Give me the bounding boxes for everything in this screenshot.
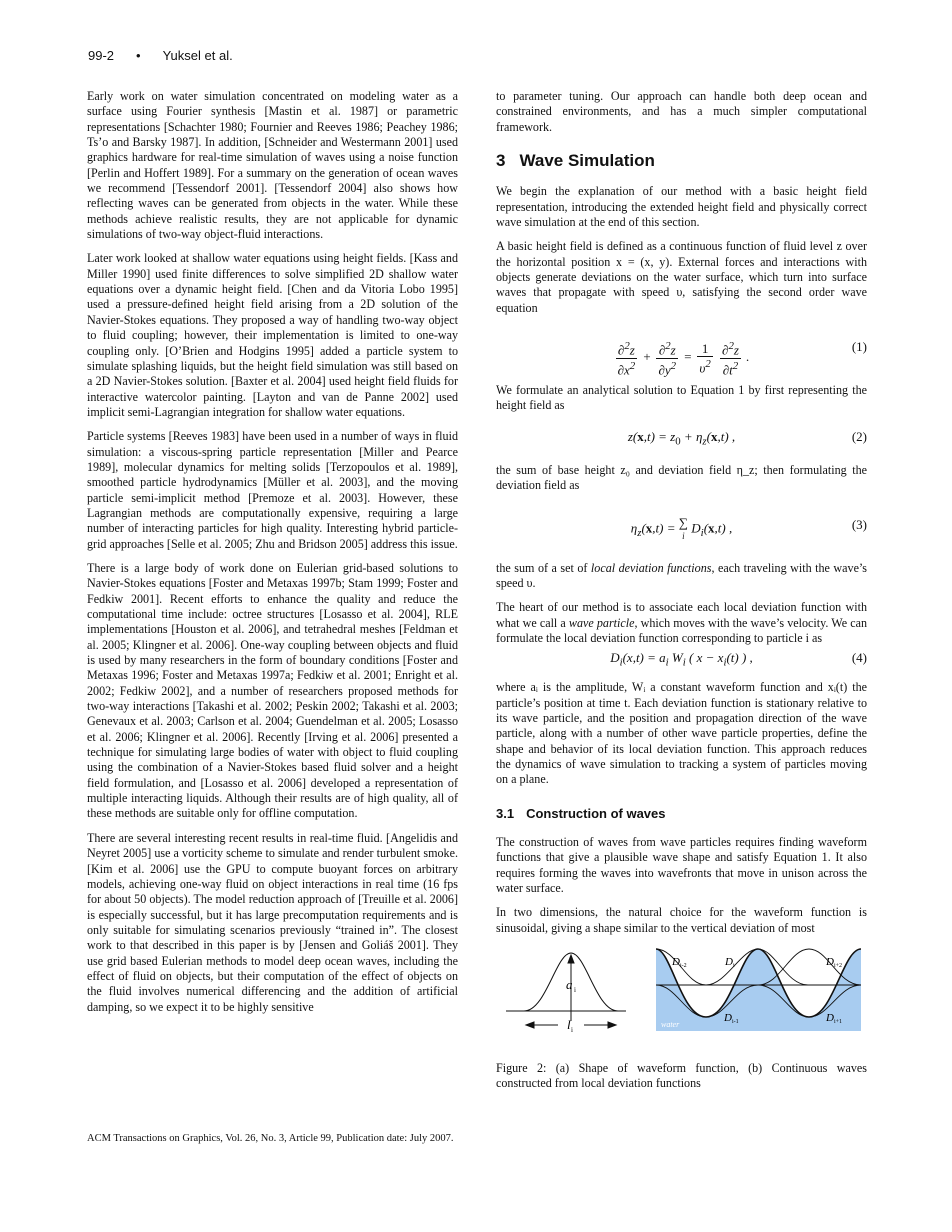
equation-number: (3) bbox=[851, 516, 867, 532]
deviation-subscript: i+1 bbox=[834, 1019, 843, 1026]
equation-number: (4) bbox=[851, 650, 867, 666]
subsection-title: Construction of waves bbox=[526, 805, 666, 821]
subsection-number: 3.1 bbox=[496, 805, 515, 821]
page-number: 99-2 bbox=[88, 48, 115, 63]
deviation-label: D bbox=[724, 1012, 732, 1025]
paragraph: A basic height field is defined as a continuous function of fluid level z over the horizontal position x = (x, y). External forces and interactions with objects generate deviations on the water surface, which turn into surface waves that propagate with speed υ, satisfying the second order wave equation bbox=[496, 239, 867, 315]
paragraph: where aᵢ is the amplitude, Wᵢ a constant waveform function and xᵢ(t) the particle’s position at time t. Each deviation function is stationary relative to its wave particle, and the position and propagation direction of the wave particle, along with a number of other wave particle properties, define the shape and behavior of its local deviation function. This approach reduces the dynamics of wave simulation to tracking a system of particles moving on a plane. bbox=[496, 680, 867, 787]
section-heading bbox=[496, 151, 867, 171]
length-label: l bbox=[567, 1017, 571, 1033]
deviation-subscript: i-1 bbox=[732, 1019, 739, 1026]
page-footer: ACM Transactions on Graphics, Vol. 26, No. 3, Article 99, Publication date: July 2007. bbox=[87, 1133, 454, 1144]
paragraph: There is a large body of work done on Eulerian grid-based solutions to Navier-Stokes equations [Foster and Metaxas 1997b; Stam 1999; Foster and Fedkiw 2001]. Recent efforts to enhance the quality and reduce the computational time include: octree structures [Losasso et al. 2004], RLE implementations [Houston et al. 2006], and tetrahedral meshes [Feldman et al. 2005; Klingner et al. 2006]. One-way coupling between objects and fluid is used by many researchers in the form of boundary conditions [Foster and Metaxas 1996; Foster and Metaxas 1997a; Fedkiw et al. 2001; Enright et al. 2002; Fedkiw 2002], and a number of researchers proposed methods for two-way interactions [Takashi et al. 2002; Peskin 2002; Takashi et al. 2003; Genevaux et al. 2003; Carlson et al. 2004; Guendelman et al. 2005; Losasso et al. 2006; Klingner et al. 2006]. Recently [Irving et al. 2006] presented a technique for simulating large bodies of water with object to fluid coupling using the combination of a Navier-Stokes based fluid solver and a height field formulation, and [Losasso et al. 2006] developed a representation of multiple interacting liquids. Although their results are of high quality, all of these methods are suitable only for offline computation. bbox=[87, 560, 458, 821]
paragraph: The construction of waves from wave particles requires finding waveform functions that give a plausible wave shape and satisfy Equation 1. It also requires forming the waves into wavefronts that move in unison across the water surface. bbox=[496, 834, 867, 895]
deviation-subscript: i+2 bbox=[834, 963, 843, 970]
equation-number: (1) bbox=[851, 339, 867, 355]
right-column bbox=[496, 89, 867, 1091]
paragraph: In two dimensions, the natural choice for the waveform function is sinusoidal, giving a shape similar to the vertical deviation of most bbox=[496, 905, 867, 935]
deviation-subscript: i bbox=[733, 963, 735, 970]
figure-2 bbox=[496, 945, 867, 1055]
deviation-label: D bbox=[672, 956, 680, 969]
deviation-label: D bbox=[826, 956, 834, 969]
paragraph: We formulate an analytical solution to Equation 1 by first representing the height field as bbox=[496, 383, 867, 413]
waveform-figure bbox=[496, 945, 867, 1055]
paragraph: We begin the explanation of our method with a basic height field representation, introducing the extended height field and physically correct wave simulation at the end of this section. bbox=[496, 184, 867, 230]
equation-number: (2) bbox=[851, 428, 867, 444]
equation-1: $\frac{\partial^2z}{\partial x^2}$ + $\frac{\partial^2z}{\partial y^2}$ = $\frac{1}{\upsilon^2}$ $\frac{\partial^2z}{\partial t^2}$ . (1) bbox=[617, 339, 867, 378]
section-title: Wave Simulation bbox=[519, 151, 655, 171]
paragraph: There are several interesting recent results in real-time fluid. [Angelidis and Neyret 2005] use a vorticity scheme to simulate and render turbulent smoke. [Kim et al. 2006] use the GPU to compute buoyant forces on arbitrary models, achieving one-way fluid on object interactions in real time (16 fps for about 50 objects). The model reduction approach of [Treuille et al. 2006] is especially successful, but it has large precomputation requirements and is only suitable for simulating scenarios previously “trained in”. The closest work to that described in this paper is by [Jensen and Goliáš 2001]. They use grid based Eulerian methods to model deep ocean waves, including the effect of fluid on objects, but their computation of the effect of objects on the fluid involves numerical differencing and the addition of artificial damping, so we expect it to be highly sensitive bbox=[87, 830, 458, 1014]
paragraph: to parameter tuning. Our approach can handle both deep ocean and constrained environments, and has a much simpler computational framework. bbox=[496, 89, 867, 134]
paragraph: the sum of base height z₀ and deviation field η_z; then formulating the deviation field as bbox=[496, 462, 867, 493]
deviation-label: D bbox=[826, 1012, 834, 1025]
equation-3: $\eta_z(x,t)$ = ∑ i $D_i(x,t)$ , (3) bbox=[630, 514, 867, 541]
header-separator: • bbox=[136, 48, 141, 63]
header-authors: Yuksel et al. bbox=[162, 48, 233, 63]
deviation-subscript: i-2 bbox=[680, 963, 687, 970]
section-number: 3 bbox=[496, 151, 506, 171]
subsection-heading bbox=[496, 806, 867, 821]
left-column bbox=[87, 89, 458, 1024]
figure-caption: Figure 2: (a) Shape of waveform function, (b) Continuous waves constructed from local deviation functions bbox=[496, 1061, 867, 1091]
paragraph: Later work looked at shallow water equations using height fields. [Kass and Miller 1990] used finite differences to solve simplified 2D shallow water equations over a dynamic height field. [Chen and da Vitoria Lobo 1995] used a pressure-defined height field arising from a 2D solution of the Navier-Stokes equations. They proposed a way of handling two-way object to fluid coupling; however, their implementation is limited to one-way coupling only. [O’Brien and Hodgins 1995] added a particle system to simulate splashing liquids, but the height field simulation was still based on a 2D Navier-Stokes solution. [Baxter et al. 2004] used height field fluids for interactive watercolor painting. [Layton and van de Panne 2002] used implicit semi-Lagrangian integration for shallow water equations. bbox=[87, 251, 458, 419]
amplitude-label: a bbox=[566, 977, 573, 993]
water-label: water bbox=[661, 1020, 680, 1030]
amplitude-subscript: i bbox=[574, 986, 576, 995]
paragraph: the sum of a set of local deviation functions, each traveling with the wave’s speed υ. bbox=[496, 560, 868, 590]
deviation-label: D bbox=[725, 956, 733, 969]
length-subscript: i bbox=[571, 1026, 573, 1035]
equation-2: $z(x,t) = z_0 + \eta_z(x,t)$ , (2) bbox=[627, 428, 867, 448]
page-header bbox=[88, 48, 233, 63]
paragraph: Early work on water simulation concentrated on modeling water as a surface using Fourier synthesis [Mastin et al. 1987] or parametric representations [Schachter 1980; Fournier and Reeves 1986; Peachey 1986; Ts’o and Barsky 1987]. In addition, [Schneider and Westermann 2001] used graphics hardware for real-time simulation of waves using a noise function [Perlin and Hoffert 1989]. For a summary on the generation of ocean waves we recommend [Tessendorf 2001]. [Tessendorf 2004] also shows how reflecting waves can be generated from objects in the water. While these methods achieve realistic results, they are not applicable for dynamic simulations of two-way object-fluid interactions. bbox=[87, 89, 458, 242]
paragraph: Particle systems [Reeves 1983] have been used in a number of ways in fluid simulation: a viscous-spring particle representation [Miller and Pearce 1989], molecular dynamics for melting solids [Terzopoulos et al. 1989], smoothed particle hydrodynamics [Müller et al. 2003], and the moving particle semi-implicit method [Premoze et al. 2003]. However, these Lagrangian methods are computationally expensive, requiring a large number of interacting particles for high quality. Interesting hybrid particle-grid approaches [Selle et al. 2005; Zhu and Bridson 2005] address this issue. bbox=[87, 429, 458, 551]
paragraph: The heart of our method is to associate each local deviation function with what we call a wave particle, which moves with the wave’s velocity. We can formulate the local deviation function corresponding to particle i as bbox=[496, 600, 868, 645]
equation-4: $D_i(x,t) = a_i$ $W_i$ ( $x - x_i(t)$ ) , (4) bbox=[610, 650, 867, 669]
